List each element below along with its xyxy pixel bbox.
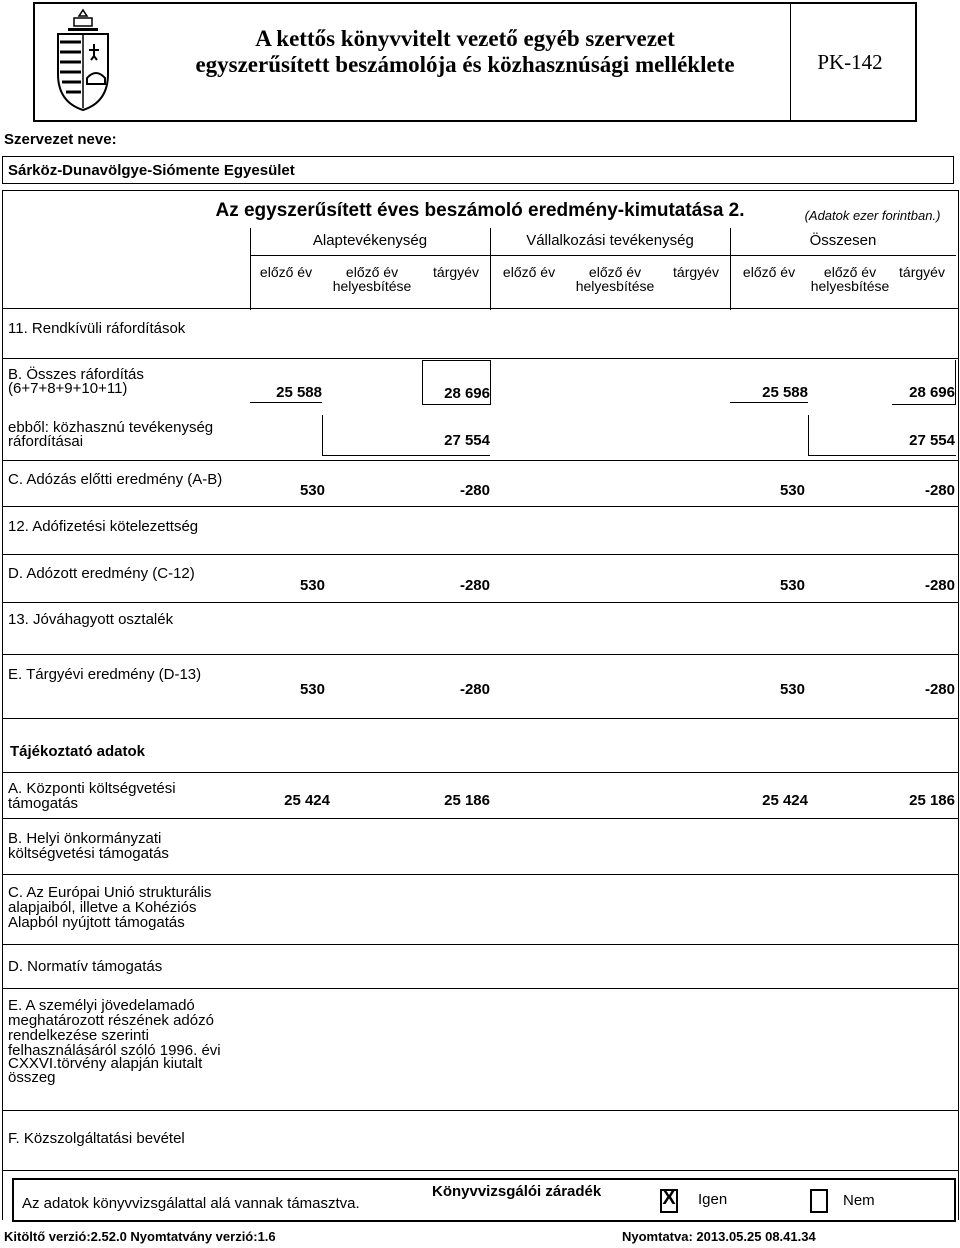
info-e-label2: meghatározott részének adózó: [8, 1012, 214, 1029]
info-d-label: D. Normatív támogatás: [8, 958, 163, 975]
info-c-label1: C. Az Európai Unió strukturális: [8, 884, 212, 901]
coat-of-arms-icon: [50, 8, 116, 112]
row-ebbol-label1: ebből: közhasznú tevékenység: [8, 419, 214, 436]
info-a-label2: támogatás: [8, 795, 79, 812]
row-d-label: D. Adózott eredmény (C-12): [8, 565, 195, 582]
sub-cur-ossz: tárgyév: [899, 264, 945, 280]
sub-adj1-alap: előző év: [345, 264, 399, 280]
info-a-alap-prev: 25 424: [284, 792, 330, 809]
row-d-ossz-prev: 530: [779, 577, 805, 594]
footer-printed: Nyomtatva: 2013.05.25 08.41.34: [622, 1229, 816, 1244]
row-e-alap-prev: 530: [299, 681, 325, 698]
info-title: Tájékoztató adatok: [10, 743, 146, 760]
info-e-label6: összeg: [8, 1069, 56, 1086]
row-d-ossz-cur: -280: [924, 577, 955, 594]
org-name: Sárköz-Dunavölgye-Siómente Egyesület: [8, 162, 295, 179]
info-f-label: F. Közszolgáltatási bevétel: [8, 1130, 185, 1147]
row-c-label: C. Adózás előtti eredmény (A-B): [8, 471, 223, 488]
sub-prev-ossz: előző év: [742, 264, 796, 280]
row-ebbol-alap-cur: 27 554: [444, 432, 490, 449]
form-title-line2: egyszerűsített beszámolója és közhasznúsági melléklete: [195, 52, 735, 77]
row-b-label2: (6+7+8+9+10+11): [8, 380, 128, 397]
row-b-ossz-prev: 25 588: [762, 384, 808, 401]
row-b-alap-cur: 28 696: [444, 385, 490, 402]
form-code: PK-142: [817, 50, 883, 74]
row-e-ossz-prev: 530: [779, 681, 805, 698]
audit-yes-mark: X: [662, 1187, 676, 1209]
audit-title: Könyvvizsgálói záradék: [432, 1183, 602, 1200]
row-d-alap-cur: -280: [459, 577, 490, 594]
unit-note: (Adatok ezer forintban.): [804, 208, 941, 223]
sub-adj2-ossz: helyesbítése: [810, 278, 890, 294]
row-d-alap-prev: 530: [299, 577, 325, 594]
sub-adj2-vall: helyesbítése: [575, 278, 655, 294]
row-c-ossz-cur: -280: [924, 482, 955, 499]
sub-cur-vall: tárgyév: [673, 264, 719, 280]
sub-adj2-alap: helyesbítése: [332, 278, 412, 294]
row-c-ossz-prev: 530: [779, 482, 805, 499]
info-c-label2: alapjaiból, illetve a Kohéziós: [8, 899, 197, 916]
info-e-label1: E. A személyi jövedelamadó: [8, 997, 195, 1014]
row-c-alap-prev: 530: [299, 482, 325, 499]
info-a-ossz-prev: 25 424: [762, 792, 808, 809]
row-13-label: 13. Jóváhagyott osztalék: [8, 611, 174, 628]
sub-prev-vall: előző év: [502, 264, 556, 280]
audit-no-checkbox[interactable]: [810, 1189, 828, 1213]
sub-cur-alap: tárgyév: [433, 264, 479, 280]
group-vallalkozasi: Vállalkozási tevékenység: [526, 232, 694, 249]
row-b-ossz-cur: 28 696: [909, 384, 955, 401]
form-title-line1: A kettős könyvvitelt vezető egyéb szervezet: [255, 26, 675, 51]
info-e-label4: felhasználásáról szóló 1996. évi: [8, 1042, 221, 1059]
group-alap: Alaptevékenység: [312, 232, 428, 249]
audit-yes-label: Igen: [698, 1191, 728, 1208]
audit-no-label: Nem: [843, 1192, 875, 1209]
info-e-label3: rendelkezése szerinti: [8, 1027, 149, 1044]
row-b-label1: B. Összes ráfordítás: [8, 366, 144, 383]
row-12-label: 12. Adófizetési kötelezettség: [8, 518, 199, 535]
sub-prev-alap: előző év: [259, 264, 313, 280]
group-osszesen: Összesen: [809, 232, 877, 249]
row-e-label: E. Tárgyévi eredmény (D-13): [8, 666, 202, 683]
audit-statement: Az adatok könyvvizsgálattal alá vannak támasztva.: [22, 1195, 360, 1212]
sub-adj1-ossz: előző év: [823, 264, 877, 280]
sub-adj1-vall: előző év: [588, 264, 642, 280]
row-c-alap-cur: -280: [459, 482, 490, 499]
org-label: Szervezet neve:: [4, 131, 117, 148]
info-e-label5: CXXVI.törvény alapján kiutalt: [8, 1055, 203, 1072]
info-a-alap-cur: 25 186: [444, 792, 490, 809]
info-a-ossz-cur: 25 186: [909, 792, 955, 809]
row-b-alap-prev: 25 588: [276, 384, 322, 401]
footer-version: Kitöltő verzió:2.52.0 Nyomtatvány verzió:1.6: [4, 1229, 276, 1244]
row-e-alap-cur: -280: [459, 681, 490, 698]
info-a-label1: A. Központi költségvetési: [8, 780, 176, 797]
table-title: Az egyszerűsített éves beszámoló eredmény-kimutatása 2.: [215, 200, 745, 221]
info-b-label2: költségvetési támogatás: [8, 845, 169, 862]
row-11-label: 11. Rendkívüli ráfordítások: [8, 320, 186, 337]
info-b-label1: B. Helyi önkormányzati: [8, 830, 162, 847]
row-ebbol-ossz-cur: 27 554: [909, 432, 955, 449]
row-e-ossz-cur: -280: [924, 681, 955, 698]
info-c-label3: Alapból nyújtott támogatás: [8, 914, 185, 931]
row-ebbol-label2: ráfordításai: [8, 433, 84, 450]
